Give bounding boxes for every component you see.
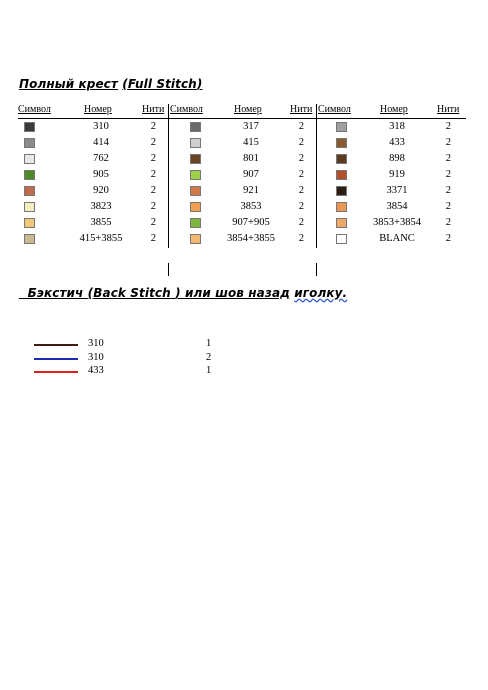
table-row bbox=[18, 135, 466, 151]
thread-count: 2 bbox=[298, 217, 304, 228]
table-row bbox=[18, 199, 466, 215]
thread-count: 2 bbox=[445, 121, 451, 132]
back-stitch-title-ru: Бэкстич bbox=[27, 286, 84, 300]
table-row bbox=[18, 151, 466, 167]
floss-number: 920 bbox=[93, 185, 109, 196]
floss-number: 3823 bbox=[90, 201, 112, 212]
floss-number: 3853+3854 bbox=[373, 217, 421, 228]
floss-number: 3854 bbox=[386, 201, 408, 212]
thread-count: 2 bbox=[150, 233, 156, 244]
slash-icon bbox=[336, 138, 347, 148]
thread-count: 2 bbox=[445, 185, 451, 196]
thread-count: 2 bbox=[298, 153, 304, 164]
back-stitch-paren-close: ) bbox=[175, 286, 181, 300]
back-stitch-paren-open: ( bbox=[87, 286, 94, 300]
diamond-arrow-icon bbox=[336, 122, 347, 132]
floss-number: 433 bbox=[389, 137, 405, 148]
thread-count: 2 bbox=[150, 185, 156, 196]
floss-number: 801 bbox=[243, 153, 259, 164]
col3-symbol-header: Символ bbox=[318, 104, 351, 115]
col2-symbol-header: Символ bbox=[170, 104, 203, 115]
thread-count: 2 bbox=[298, 121, 304, 132]
back-stitch-number: 433 bbox=[88, 365, 104, 376]
letter-r-icon bbox=[336, 154, 347, 164]
thread-count: 2 bbox=[445, 233, 451, 244]
col1-number-header: Номер bbox=[84, 104, 112, 115]
asterisk-icon bbox=[190, 202, 201, 212]
full-stitch-heading bbox=[19, 77, 202, 91]
full-stitch-title-ru: Полный крест bbox=[19, 77, 118, 91]
thread-count: 2 bbox=[445, 201, 451, 212]
floss-number: 907+905 bbox=[232, 217, 270, 228]
full-stitch-title-en: Full Stitch bbox=[127, 77, 197, 91]
check-icon bbox=[190, 170, 201, 180]
thread-count: 2 bbox=[445, 169, 451, 180]
stitch-line-swatch bbox=[34, 371, 78, 373]
floss-number: BLANC bbox=[379, 233, 415, 244]
column-divider-1-tail bbox=[168, 263, 169, 276]
back-stitch-row bbox=[34, 338, 474, 352]
stitch-line-swatch bbox=[34, 358, 78, 360]
back-stitch-threads: 1 bbox=[206, 365, 212, 376]
thread-count: 2 bbox=[298, 233, 304, 244]
floss-number: 415+3855 bbox=[79, 233, 123, 244]
infinity-icon bbox=[24, 186, 35, 196]
back-stitch-threads: 1 bbox=[206, 338, 212, 349]
stitch-line-swatch bbox=[34, 344, 78, 346]
horseshoe-icon bbox=[24, 218, 35, 228]
floss-number: 905 bbox=[93, 169, 109, 180]
full-stitch-paren-open: ( bbox=[122, 77, 128, 91]
filled-circle-icon bbox=[336, 202, 347, 212]
thread-count: 2 bbox=[445, 217, 451, 228]
crescent-icon bbox=[336, 186, 347, 196]
flower-outline-icon bbox=[190, 234, 201, 244]
table-row bbox=[18, 183, 466, 199]
thread-count: 2 bbox=[150, 137, 156, 148]
back-stitch-number: 310 bbox=[88, 338, 104, 349]
heart-icon bbox=[190, 186, 201, 196]
back-stitch-title-ru2: или шов назад bbox=[184, 286, 290, 300]
table-row bbox=[18, 167, 466, 183]
dot-icon bbox=[190, 138, 201, 148]
back-stitch-row bbox=[34, 365, 474, 379]
column-divider-2-tail bbox=[316, 263, 317, 276]
table-row bbox=[18, 119, 466, 135]
col3-number-header: Номер bbox=[380, 104, 408, 115]
floss-number: 318 bbox=[389, 121, 405, 132]
back-stitch-heading bbox=[19, 286, 347, 300]
col2-threads-header: Нити bbox=[290, 104, 313, 115]
three-dots-icon bbox=[24, 170, 35, 180]
bars-white-on-black-icon bbox=[24, 122, 35, 132]
thread-count: 2 bbox=[150, 169, 156, 180]
back-stitch-threads: 2 bbox=[206, 351, 212, 363]
col1-threads-header: Нити bbox=[142, 104, 165, 115]
floss-number: 762 bbox=[93, 153, 109, 164]
full-stitch-paren-close: ) bbox=[196, 77, 203, 91]
table-row bbox=[18, 231, 466, 247]
half-circle-icon bbox=[190, 154, 201, 164]
thread-count: 2 bbox=[150, 201, 156, 212]
back-stitch-title-en: Back Stitch bbox=[93, 286, 171, 300]
floss-number: 3855 bbox=[90, 217, 112, 228]
thread-count: 2 bbox=[445, 137, 451, 148]
double-chevron-icon bbox=[336, 218, 347, 228]
thread-count: 2 bbox=[445, 153, 451, 164]
diamond-dot-icon bbox=[336, 234, 347, 244]
back-stitch-number: 310 bbox=[88, 351, 104, 363]
x-box-icon bbox=[24, 234, 35, 244]
thread-count: 2 bbox=[298, 169, 304, 180]
thread-count: 2 bbox=[150, 217, 156, 228]
flower-dark-icon bbox=[24, 154, 35, 164]
thread-count: 2 bbox=[298, 185, 304, 196]
floss-number: 919 bbox=[389, 169, 405, 180]
floss-number: 921 bbox=[243, 185, 259, 196]
floss-number: 414 bbox=[93, 137, 109, 148]
floss-number: 3853 bbox=[240, 201, 262, 212]
half-box-icon bbox=[24, 138, 35, 148]
floss-number: 898 bbox=[389, 153, 405, 164]
col1-symbol-header: Символ bbox=[18, 104, 51, 115]
back-stitch-row bbox=[34, 352, 474, 366]
open-circle-icon bbox=[24, 202, 35, 212]
floss-number: 3371 bbox=[386, 185, 408, 196]
thread-count: 2 bbox=[150, 121, 156, 132]
hash-icon bbox=[190, 122, 201, 132]
table-row bbox=[18, 215, 466, 231]
floss-number: 310 bbox=[93, 121, 109, 132]
col2-number-header: Номер bbox=[234, 104, 262, 115]
back-stitch-title-wavy: иголку. bbox=[294, 286, 348, 300]
thread-count: 2 bbox=[150, 153, 156, 164]
floss-number: 415 bbox=[243, 137, 259, 148]
floss-number: 3854+3855 bbox=[227, 233, 275, 244]
diagonal-lines-icon bbox=[336, 170, 347, 180]
floss-number: 907 bbox=[243, 169, 259, 180]
col3-threads-header: Нити bbox=[437, 104, 460, 115]
floss-number: 317 bbox=[243, 121, 259, 132]
thread-count: 2 bbox=[298, 201, 304, 212]
checker-icon bbox=[190, 218, 201, 228]
thread-count: 2 bbox=[298, 137, 304, 148]
